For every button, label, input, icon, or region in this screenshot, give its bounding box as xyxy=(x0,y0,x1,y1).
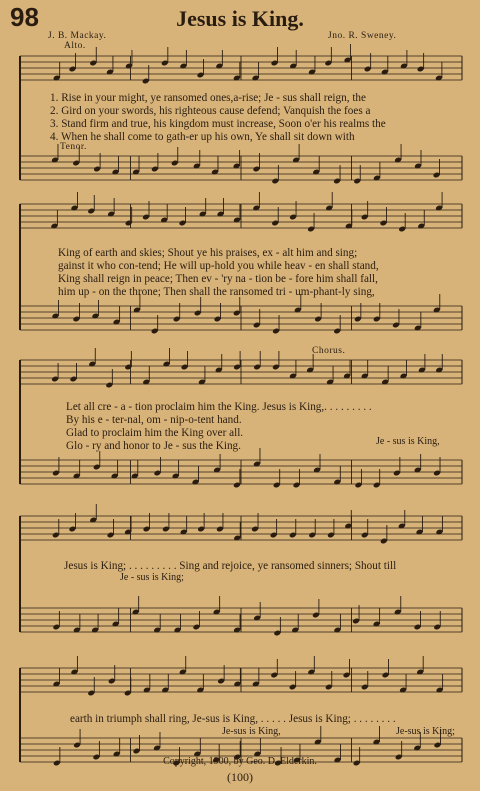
verse-1-line-1: 1. Rise in your might, ye ransomed ones,a-rise; Je - sus shall reign, the xyxy=(50,92,366,104)
part-label-chorus: Chorus. xyxy=(312,346,346,356)
chorus-line-1-echo: Je - sus is King; xyxy=(120,572,184,583)
chorus-line-2: earth in triumph shall ring, Je-sus is King, . . . . . Jesus is King; . . . . . . . . xyxy=(70,713,396,725)
verse-1-line-3: Let all cre - a - tion proclaim him the King. Jesus is King,. . . . . . . . . xyxy=(66,401,372,413)
chorus-line-1: Jesus is King; . . . . . . . . . Sing and rejoice, ye ransomed sinners; Shout till xyxy=(64,560,397,572)
verse-4-line-3: Glo - ry and honor to Je - sus the King. xyxy=(66,440,241,452)
verse-2-line-3: By his e - ter-nal, om - nip-o-tent hand. xyxy=(66,414,242,426)
verse-3-line-3: Glad to proclaim him the King over all. xyxy=(66,427,244,439)
author-credit: J. B. Mackay. xyxy=(48,31,107,41)
hymn-number: 98 xyxy=(10,2,39,32)
page-number: (100) xyxy=(227,770,253,784)
chorus-line-2-echo-b: Je-sus is King; xyxy=(396,726,455,737)
chorus-bass-echo: Je - sus is King, xyxy=(376,436,440,447)
part-label-alto: Alto. xyxy=(64,41,86,51)
verse-2-line-2: gainst it who con-tend; He will up-hold you while heav - en shall stand, xyxy=(58,260,379,272)
chorus-line-2-echo-a: Je-sus is King, xyxy=(222,726,281,737)
verse-1-line-2: King of earth and skies; Shout ye his praises, ex - alt him and sing; xyxy=(58,247,358,259)
verse-3-line-2: King shall reign in peace; Then ev - 'ry na - tion be - fore him shall fall, xyxy=(58,273,378,285)
verse-3-line-1: 3. Stand firm and true, his kingdom must increase, Soon o'er his realms the xyxy=(50,118,386,130)
verse-2-line-1: 2. Gird on your swords, his righteous cause defend; Vanquish the foes a xyxy=(50,105,371,117)
copyright-notice: Copyright, 1900, by Geo. D. Elderkin. xyxy=(163,756,317,767)
part-label-tenor: Tenor. xyxy=(60,142,87,152)
verse-4-line-1: 4. When he shall come to gath-er up his own, Ye shall sit down with xyxy=(50,131,355,143)
composer-credit: Jno. R. Sweney. xyxy=(328,31,397,41)
verse-4-line-2: him up - on the throne; Then shall the ransomed tri - um-phant-ly sing, xyxy=(58,286,375,298)
hymn-title: Jesus is King. xyxy=(176,6,304,31)
